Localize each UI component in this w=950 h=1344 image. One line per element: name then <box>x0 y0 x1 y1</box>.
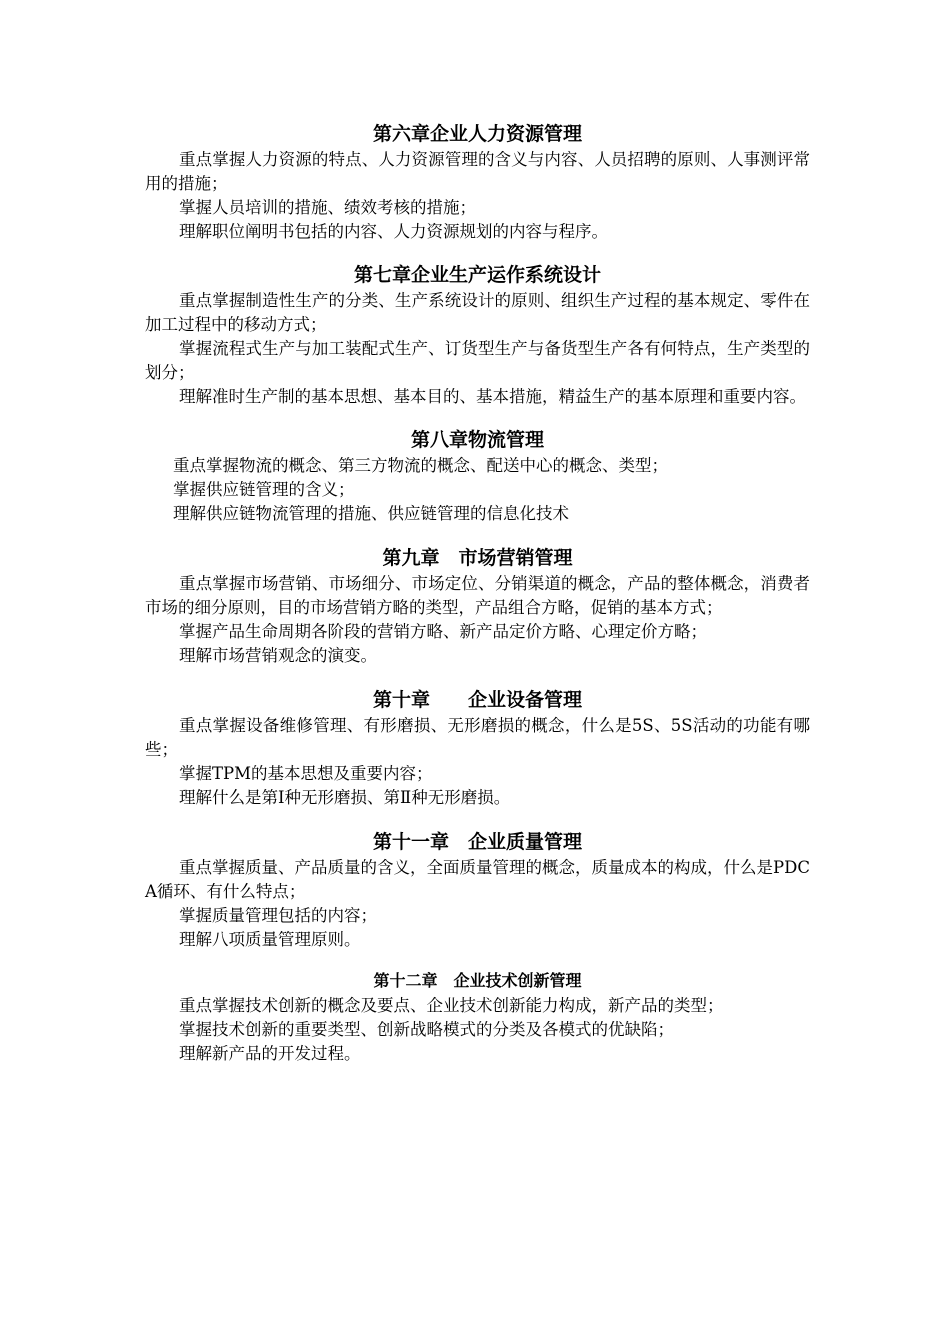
chapter-6 <box>145 120 810 244</box>
paragraph: 重点掌握物流的概念、第三方物流的概念、配送中心的概念、类型； <box>173 456 668 475</box>
chapter-title: 第九章 市场营销管理 <box>382 547 573 569</box>
paragraph: 掌握供应链管理的含义； <box>173 480 355 499</box>
paragraph: 理解八项质量管理原则。 <box>179 930 361 949</box>
chapter-title: 第十一章 企业质量管理 <box>372 831 582 853</box>
chapter-title: 第八章物流管理 <box>410 429 544 451</box>
paragraph: 理解市场营销观念的演变。 <box>179 646 377 665</box>
chapter-title: 第十章 企业设备管理 <box>372 689 582 711</box>
chapter-title: 第六章企业人力资源管理 <box>372 123 582 145</box>
paragraph: 理解什么是第Ⅰ种无形磨损、第Ⅱ种无形磨损。 <box>179 788 511 807</box>
paragraph: 理解职位阐明书包括的内容、人力资源规划的内容与程序。 <box>179 222 608 241</box>
paragraph: 掌握TPM的基本思想及重要内容； <box>179 764 433 783</box>
chapter-title: 第七章企业生产运作系统设计 <box>353 264 601 286</box>
chapter-10 <box>145 686 810 810</box>
paragraph: 重点掌握人力资源的特点、人力资源管理的含义与内容、人员招聘的原则、人事测评常用的措施； <box>145 150 810 193</box>
paragraph: 掌握流程式生产与加工装配式生产、订货型生产与备货型生产各有何特点，生产类型的划分； <box>145 339 810 382</box>
chapter-9 <box>145 544 810 668</box>
chapter-8 <box>145 426 810 526</box>
paragraph: 理解新产品的开发过程。 <box>179 1044 361 1063</box>
paragraph: 掌握人员培训的措施、绩效考核的措施； <box>179 198 476 217</box>
paragraph: 重点掌握制造性生产的分类、生产系统设计的原则、组织生产过程的基本规定、零件在加工过程中的移动方式； <box>145 291 810 334</box>
chapter-11 <box>145 828 810 952</box>
paragraph: 重点掌握设备维修管理、有形磨损、无形磨损的概念，什么是5S、5S活动的功能有哪些； <box>145 716 810 759</box>
paragraph: 理解准时生产制的基本思想、基本目的、基本措施，精益生产的基本原理和重要内容。 <box>179 387 806 406</box>
paragraph: 理解供应链物流管理的措施、供应链管理的信息化技术 <box>173 504 569 523</box>
paragraph: 重点掌握技术创新的概念及要点、企业技术创新能力构成，新产品的类型； <box>179 996 724 1015</box>
paragraph: 掌握产品生命周期各阶段的营销方略、新产品定价方略、心理定价方略； <box>179 622 707 641</box>
chapter-12 <box>145 968 810 1066</box>
paragraph: 掌握质量管理包括的内容； <box>179 906 377 925</box>
paragraph: 掌握技术创新的重要类型、创新战略模式的分类及各模式的优缺陷； <box>179 1020 674 1039</box>
document-page <box>145 120 810 1066</box>
chapter-7 <box>145 261 810 409</box>
paragraph: 重点掌握市场营销、市场细分、市场定位、分销渠道的概念，产品的整体概念，消费者市场的细分原则，目的市场营销方略的类型，产品组合方略，促销的基本方式； <box>145 574 810 617</box>
paragraph: 重点掌握质量、产品质量的含义，全面质量管理的概念，质量成本的构成，什么是PDCA循环、有什么特点； <box>145 858 810 901</box>
chapter-title: 第十二章 企业技术创新管理 <box>373 971 582 990</box>
